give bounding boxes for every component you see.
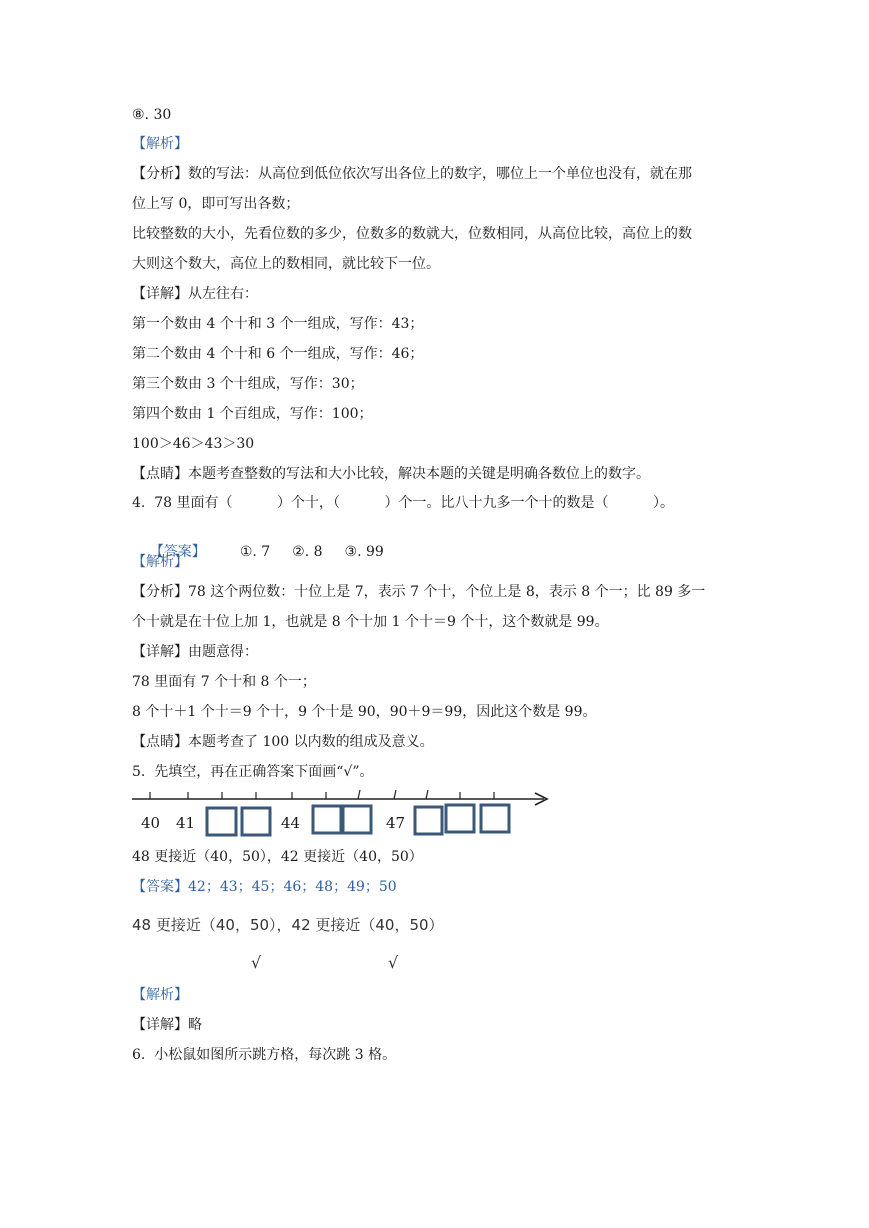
- detail-line-1: 第一个数由 4 个十和 3 个一组成，写作：43；: [132, 316, 424, 332]
- number-line-label: 44: [281, 814, 301, 832]
- answer-box: [242, 808, 270, 835]
- analysis-line-3: 比较整数的大小，先看位数的多少，位数多的数就大，位数相同，从高位比较，高位上的数: [132, 226, 692, 242]
- question-4: 4. 78 里面有（ ）个十，（ ）个一。比八十九多一个十的数是（ ）。: [132, 495, 675, 511]
- detail-line-3: 第三个数由 3 个十组成，写作：30；: [132, 376, 364, 392]
- question-6: 6. 小松鼠如图所示跳方格，每次跳 3 格。: [132, 1047, 397, 1063]
- q4-detail-heading: 【详解】由题意得：: [132, 644, 258, 660]
- number-line-label: 41: [176, 814, 196, 832]
- answer-item-2: ②. 8: [292, 544, 323, 560]
- answer-line-8: ⑧. 30: [132, 107, 172, 123]
- section-label-jiexi: 【解析】: [132, 136, 188, 152]
- q4-detail-line-2: 8 个十＋1 个十＝9 个十，9 个十是 90，90＋9＝99，因此这个数是 99。: [132, 704, 597, 720]
- q5-prompt-line: 48 更接近（40，50），42 更接近（40，50）: [132, 849, 423, 865]
- analysis-line-4: 大则这个数大，高位上的数相同，就比较下一位。: [132, 256, 440, 272]
- answer-box: [313, 806, 341, 833]
- section-label-jiexi-q5: 【解析】: [132, 987, 188, 1003]
- q4-analysis-line-1: 【分析】78 这个两位数：十位上是 7，表示 7 个十，个位上是 8，表示 8 个一；比 89 多一: [132, 584, 706, 600]
- comparison-line: 100＞46＞43＞30: [132, 436, 255, 452]
- analysis-line-1: 【分析】数的写法：从高位到低位依次写出各位上的数字，哪位上一个单位也没有，就在那: [132, 166, 692, 182]
- key-point-line: 【点睛】本题考查整数的写法和大小比较，解决本题的关键是明确各数位上的数字。: [132, 466, 650, 482]
- answer-image-text: 48 更接近（40，50），42 更接近（40，50）: [132, 916, 444, 934]
- answer-item-3: ③. 99: [344, 544, 384, 560]
- answer-box: [343, 806, 371, 833]
- detail-line-2: 第二个数由 4 个十和 6 个一组成，写作：46；: [132, 346, 424, 362]
- tick-mark: [426, 790, 428, 799]
- tick-mark: [394, 790, 396, 799]
- detail-heading: 【详解】从左往右：: [132, 286, 258, 302]
- answer-item-1: ①. 7: [239, 544, 271, 560]
- answer-box: [481, 805, 509, 832]
- answer-box: [207, 808, 236, 835]
- q5-detail: 【详解】略: [132, 1017, 202, 1033]
- number-line-figure: [130, 786, 560, 846]
- q4-analysis-line-2: 个十就是在十位上加 1，也就是 8 个十加 1 个十＝9 个十，这个数就是 99。: [132, 614, 609, 630]
- q4-key-point: 【点睛】本题考查了 100 以内数的组成及意义。: [132, 734, 434, 750]
- section-label-jiexi-q4: 【解析】: [132, 554, 188, 570]
- checkmark-icon: √: [251, 953, 262, 972]
- detail-line-4: 第四个数由 1 个百组成，写作：100；: [132, 406, 373, 422]
- answer-box: [415, 807, 442, 834]
- answer-row-q5: 【答案】42；43；45；46；48；49；50: [132, 879, 397, 895]
- tick-mark: [358, 790, 360, 799]
- answer-label: 【答案】: [149, 544, 206, 560]
- number-line-label: 47: [386, 814, 406, 832]
- number-line-label: 40: [141, 814, 161, 832]
- analysis-line-2: 位上写 0，即可写出各数；: [132, 196, 300, 212]
- question-5: 5. 先填空，再在正确答案下面画“√”。: [132, 764, 374, 780]
- answer-box: [446, 805, 474, 832]
- q4-detail-line-1: 78 里面有 7 个十和 8 个一；: [132, 674, 316, 690]
- checkmark-icon: √: [388, 953, 399, 972]
